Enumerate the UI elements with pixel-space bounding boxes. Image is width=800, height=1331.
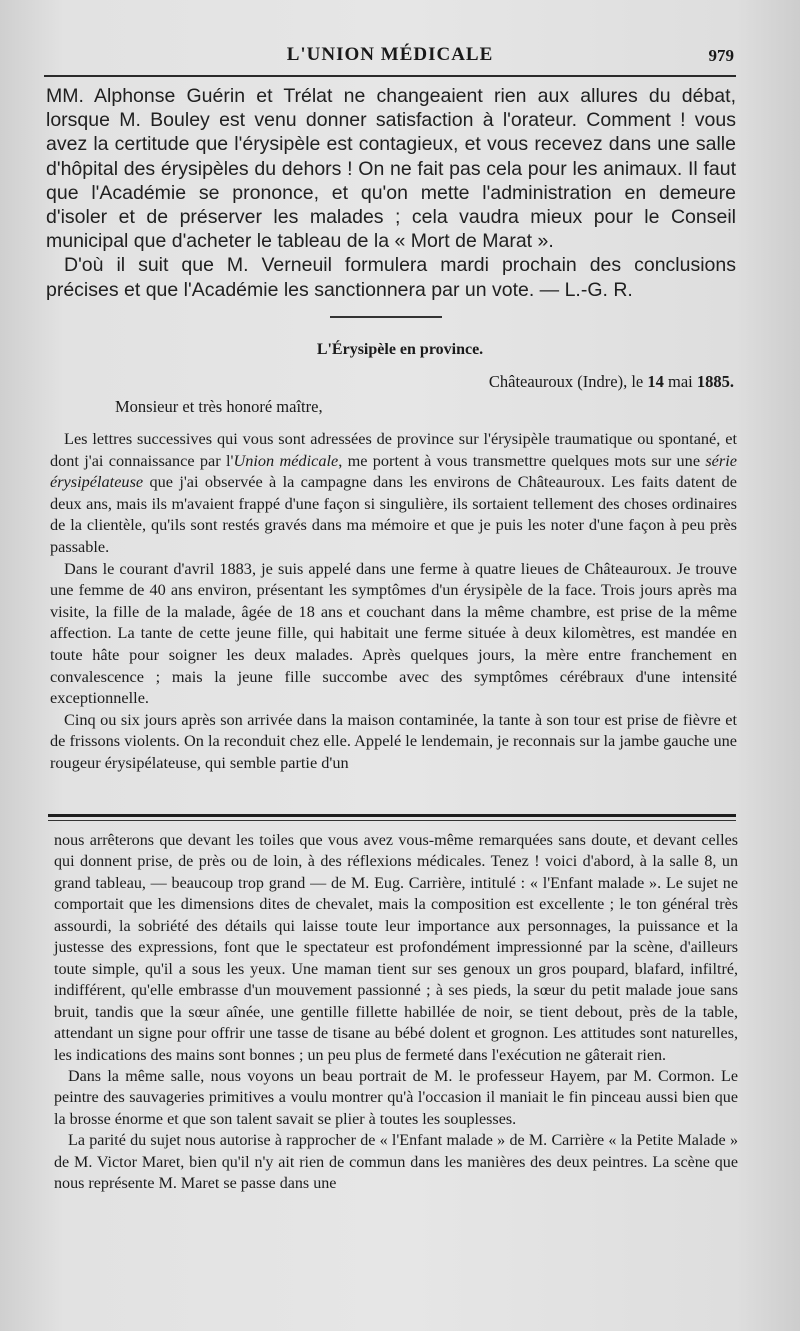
section-heading: L'Érysipèle en province. [316,341,484,358]
feuilleton-paragraph-1: nous arrêterons que devant les toiles que vous avez vous-même remarquées sans doute, et devant celles qui donnent prise, de près ou de loin, à des réflexions médicales. Tenez ! voici d'abord, à la salle 8, un grand tableau, — beaucoup trop grand — de M. Eug. Carrière, intitulé : « l'Enfant malade ». Le sujet ne comportait que les dimensions dites de chevalet, mais la composition est excellente ; le ton général très assourdi, la sobriété des détails qui laisse toute leur importance aux personnages, la puissance et la justesse des expressions, font que le spectateur est profondément impressionné par la scène, d'ailleurs toute simple, qu'il a sous les yeux. Une maman tient sur ses genoux un gros poupard, blafard, infiltré, indifférent, qu'elle embrasse d'un mouvement passionné ; à ses pieds, la sœur du petit malade joue sans bruit, tandis que la sœur aînée, une gentille fillette habillée de noir, se tient debout, près de la table, attendant un signe pour offrir une tasse de tisane au bébé dolent et grognon. Les attitudes sont naturelles, les indications des mains sont bonnes ; un peu plus de fermeté dans l'exécution ne gâterait rien. [54,832,738,1064]
dateline-year: 1885. [696,372,734,391]
letter-body [50,428,737,774]
dateline-month: mai [668,372,693,391]
letter-paragraph-2: Dans le courant d'avril 1883, je suis appelé dans une ferme à quatre lieues de Châteauroux. Je trouve une femme de 40 ans environ, présentant les symptômes d'un érysipèle de la face. Trois jours après ma visite, la fille de la malade, âgée de 18 ans et couchant dans la même chambre, est prise de la même affection. La tante de cette jeune fille, qui habitait une ferme située à deux kilomètres, est mandée en toute hâte pour soigner les deux malades. Après quelques jours, la mère entre franchement en convalescence ; mais la jeune fille succombe avec des symptômes cérébraux d'une intensité exceptionnelle. [50,558,737,708]
dateline-place: Châteauroux (Indre), le [488,372,644,391]
letter-p1-text-a: Les lettres successives qui vous sont adressées de province sur l'érysipèle traumatique ou spontané, et dont j'ai connaissance par l' [50,429,737,470]
letter-salutation: Monsieur et très honoré maître, [115,397,323,416]
dateline-day: 14 [647,372,664,391]
lead-paragraph-2: D'où il suit que M. Verneuil formulera mardi prochain des conclusions précises et que l'Académie les sanctionnera par un vote. — L.-G. R. [46,254,736,301]
lead-article [46,84,736,302]
feuilleton-column [54,830,738,1195]
emphasis-term: série érysipélateuse [50,450,737,492]
letter-paragraph-1 [50,428,737,558]
running-title: L'UNION MÉDICALE [286,44,494,65]
feuilleton-paragraph-3: La parité du sujet nous autorise à rapprocher de « l'Enfant malade » de M. Carrière « la Petite Malade » de M. Victor Maret, bien qu'il n'y ait rien de commun dans les manières des deux peintres. La scène que nous représente M. Maret se passe dans une [54,1132,738,1193]
feuilleton-rule-thin [48,820,736,821]
header-rule [44,75,736,77]
page-header [40,44,740,74]
letter-p1-text-c: que j'ai observée à la campagne dans les environs de Châteauroux. Les faits datent de deux ans, mais ils m'avaient frappé d'une façon si singulière, ils sortaient tellement des choses ordinaires de la clientèle, qu'ils sont restés gravés dans ma mémoire et que je puis les noter d'une façon à peu près passable. [50,472,737,556]
letter-paragraph-3: Cinq ou six jours après son arrivée dans la maison contaminée, la tante à son tour est prise de fièvre et de frissons violents. On la reconduit chez elle. Appelé le lendemain, je reconnais sur la jambe gauche une rougeur érysipélateuse, qui semble partie d'un [50,709,737,772]
page-number: 979 [708,46,734,65]
letter-dateline [489,372,734,392]
section-separator [330,316,442,318]
feuilleton-paragraph-2: Dans la même salle, nous voyons un beau portrait de M. le professeur Hayem, par M. Cormon. Le peintre des sauvageries primitives a voulu montrer qu'à l'occasion il maniait le fin pinceau aussi bien que la brosse énorme et que son talent savait se plier à toutes les souplesses. [54,1067,738,1128]
letter-p1-text-b: , me portent à vous transmettre quelques mots sur une [338,450,706,470]
lead-paragraph-1: MM. Alphonse Guérin et Trélat ne changeaient rien aux allures du débat, lorsque M. Bouley est venu donner satisfaction à l'orateur. Comment ! vous avez la certitude que l'érysipèle est contagieux, et vous recevez dans une salle d'hôpital des érysipèles du dehors ! On ne fait pas cela pour les animaux. Il faut que l'Académie se prononce, et qu'on mette l'administration en demeure d'isoler et de préserver les malades ; cela vaudra mieux pour le Conseil municipal que d'acheter le tableau de la « Mort de Marat ». [46,85,736,253]
journal-title: Union médicale [233,450,339,470]
feuilleton-rule-thick [48,814,736,817]
